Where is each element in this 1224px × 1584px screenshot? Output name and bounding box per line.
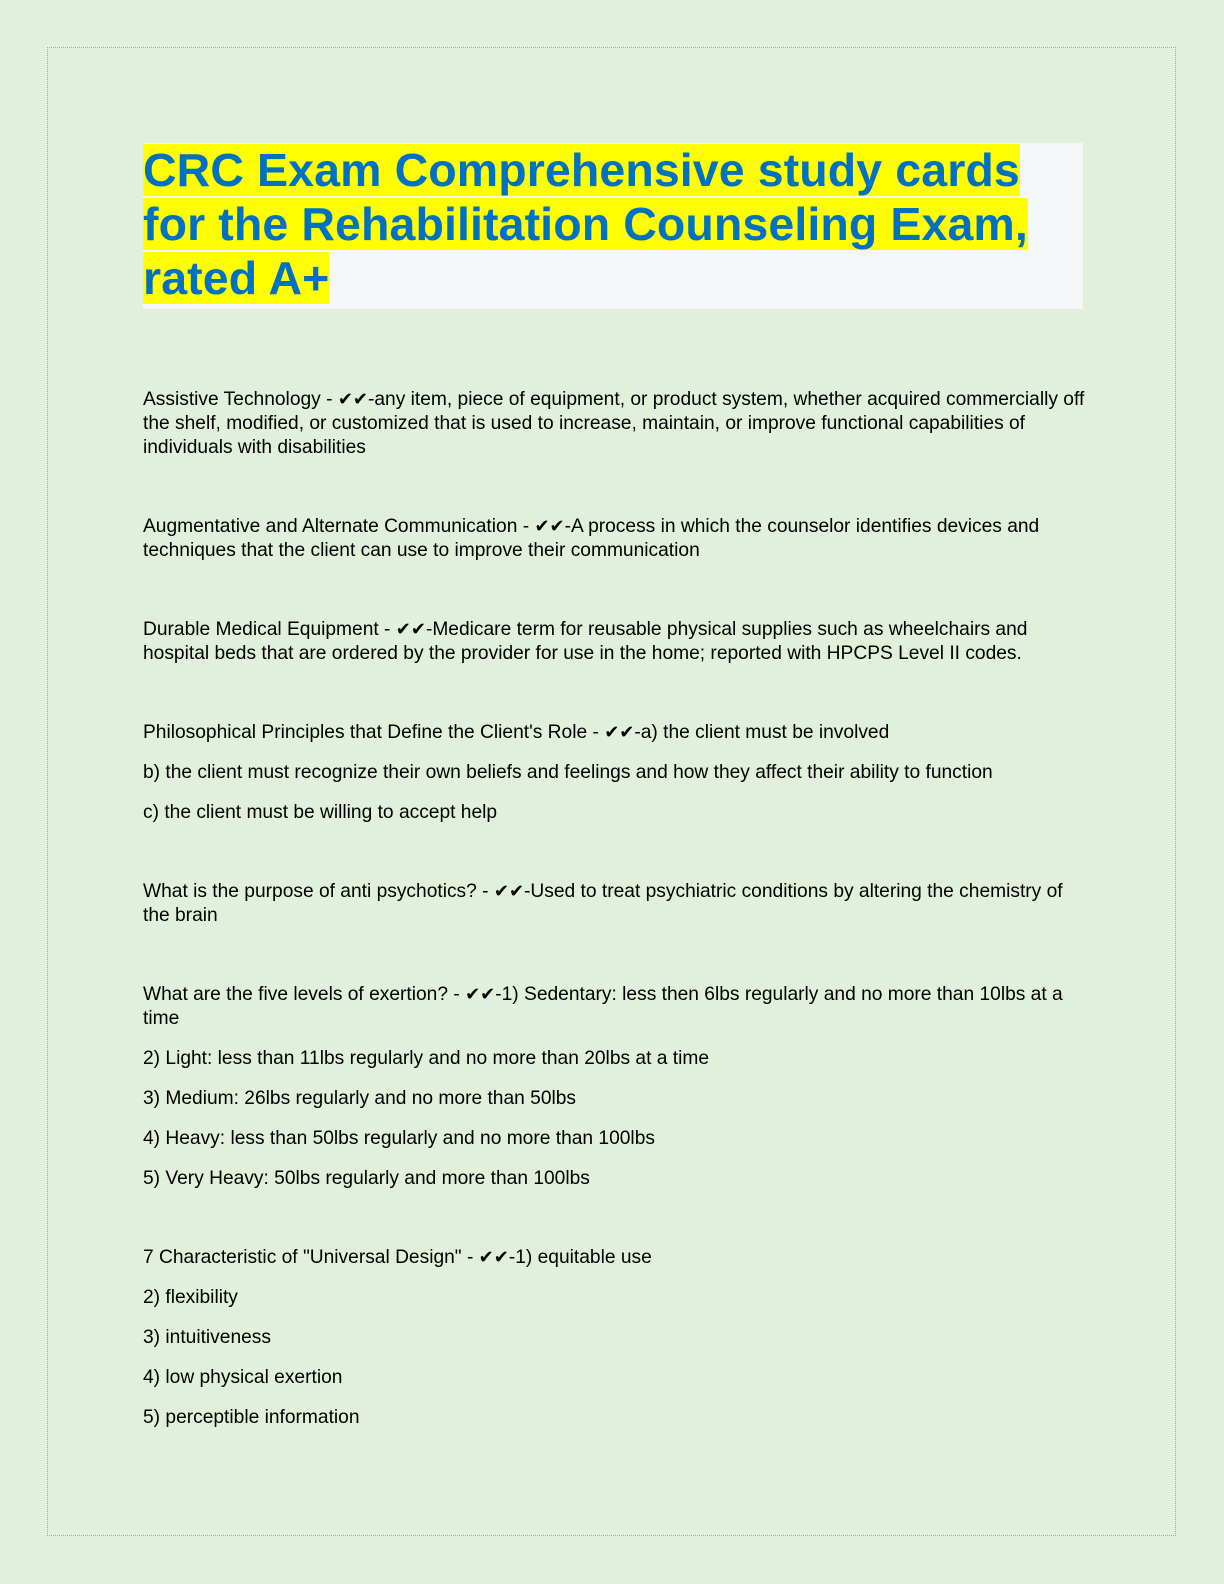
study-card	[143, 618, 1088, 666]
title-line-3: rated A+	[143, 252, 330, 304]
double-check-icon: ✔✔	[604, 722, 635, 743]
card-answer-text: 2) flexibility	[143, 1287, 238, 1308]
card-answer-text: -1) Sedentary: less then 6lbs regularly and no more than 10lbs at a time	[143, 984, 1063, 1029]
card-answer-line	[143, 1047, 1088, 1071]
card-answer-text: -Medicare term for reusable physical supplies such as wheelchairs and hospital beds that are ordered by the provider for use in the home; reported with HPCPS Level II codes.	[143, 619, 1028, 664]
card-answer-text: 5) Very Heavy: 50lbs regularly and more than 100lbs	[143, 1168, 590, 1189]
card-answer-text: -1) equitable use	[508, 1247, 652, 1268]
card-question-line	[143, 983, 1088, 1031]
double-check-icon: ✔✔	[337, 389, 368, 410]
card-answer-text: 4) Heavy: less than 50lbs regularly and no more than 100lbs	[143, 1128, 655, 1149]
card-term: Durable Medical Equipment -	[143, 619, 396, 640]
card-answer-line	[143, 801, 1088, 825]
card-answer-text: c) the client must be willing to accept help	[143, 802, 498, 823]
card-answer-line	[143, 1087, 1088, 1111]
card-term: What are the five levels of exertion? -	[143, 984, 466, 1005]
study-card	[143, 1246, 1088, 1430]
card-question-line	[143, 1246, 1088, 1270]
card-answer-text: b) the client must recognize their own beliefs and feelings and how they affect their ability to function	[143, 762, 993, 783]
study-card	[143, 515, 1088, 563]
card-answer-line	[143, 1286, 1088, 1310]
double-check-icon: ✔✔	[493, 881, 525, 902]
card-question-line	[143, 388, 1088, 460]
title-line-2: for the Rehabilitation Counseling Exam,	[143, 198, 1028, 250]
card-term: Assistive Technology -	[143, 389, 338, 410]
card-term: Augmentative and Alternate Communication -	[143, 516, 535, 537]
card-answer-text: 3) intuitiveness	[143, 1327, 271, 1348]
card-answer-line	[143, 1406, 1088, 1430]
title-line-1: CRC Exam Comprehensive study cards	[143, 144, 1020, 196]
double-check-icon: ✔✔	[395, 619, 426, 640]
card-term: Philosophical Principles that Define the Client's Role -	[143, 722, 605, 743]
title-block	[143, 143, 1083, 309]
card-answer-line	[143, 1366, 1088, 1390]
card-answer-line	[143, 761, 1088, 785]
document-title	[143, 143, 1083, 305]
study-card	[143, 721, 1088, 825]
card-question-line	[143, 880, 1088, 928]
study-cards-list	[143, 388, 1088, 1485]
double-check-icon: ✔✔	[478, 1247, 509, 1268]
card-question-line	[143, 721, 1088, 745]
study-card	[143, 880, 1088, 928]
card-answer-text: 2) Light: less than 11lbs regularly and no more than 20lbs at a time	[143, 1048, 710, 1069]
card-answer-text: 3) Medium: 26lbs regularly and no more than 50lbs	[143, 1088, 577, 1109]
card-answer-line	[143, 1167, 1088, 1191]
card-question-line	[143, 515, 1088, 563]
card-answer-text: 4) low physical exertion	[143, 1367, 343, 1388]
double-check-icon: ✔✔	[465, 984, 496, 1005]
card-answer-line	[143, 1326, 1088, 1350]
card-answer-text: -A process in which the counselor identifies devices and techniques that the client can use to improve their communication	[143, 516, 1040, 561]
card-answer-text: -a) the client must be involved	[634, 722, 890, 743]
card-answer-text: -Used to treat psychiatric conditions by altering the chemistry of the brain	[143, 881, 1063, 926]
study-card	[143, 388, 1088, 460]
card-answer-line	[143, 1127, 1088, 1151]
card-answer-text: -any item, piece of equipment, or product system, whether acquired commercially off the shelf, modified, or customized that is used to increase, maintain, or improve functional capabilities of individuals with disabilities	[143, 389, 1085, 458]
card-term: What is the purpose of anti psychotics? -	[143, 881, 494, 902]
double-check-icon: ✔✔	[534, 516, 565, 537]
study-card	[143, 983, 1088, 1191]
card-question-line	[143, 618, 1088, 666]
card-answer-text: 5) perceptible information	[143, 1407, 360, 1428]
card-term: 7 Characteristic of "Universal Design" -	[143, 1247, 479, 1268]
